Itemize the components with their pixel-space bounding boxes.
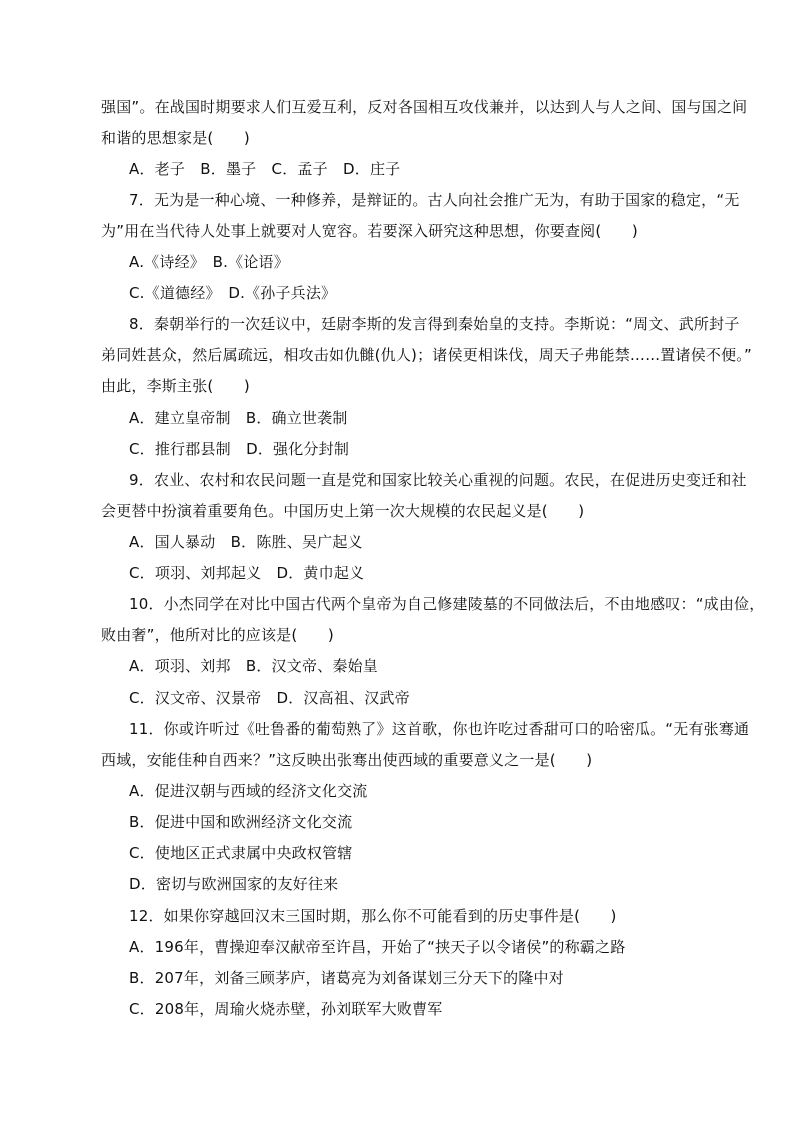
- option-line: A.《诗经》 B.《论语》: [129, 253, 289, 271]
- text-line: 由此，李斯主张( ): [101, 377, 250, 395]
- text-line: 败由奢”，他所对比的应该是( ): [101, 626, 334, 644]
- option-line: C．汉文帝、汉景帝 D．汉高祖、汉武帝: [129, 689, 410, 707]
- text-line: 强国”。在战国时期要求人们互爱互利，反对各国相互攻伐兼并，以达到人与人之间、国与国之间: [101, 98, 748, 116]
- text-line: 会更替中扮演着重要角色。中国历史上第一次大规模的农民起义是( ): [101, 502, 585, 520]
- option-line: A．196年，曹操迎奉汉献帝至许昌，开始了“挟天子以令诸侯”的称霸之路: [129, 938, 626, 956]
- question-7-line: 7．无为是一种心境、一种修养，是辩证的。古人向社会推广无为，有助于国家的稳定，“无: [129, 191, 740, 209]
- option-line: A．促进汉朝与西域的经济文化交流: [129, 782, 368, 800]
- text-line: 为”用在当代待人处事上就要对人宽容。若要深入研究这种思想，你要查阅( ): [101, 222, 638, 240]
- text-line: 和谐的思想家是( ): [101, 129, 250, 147]
- option-line: B．207年，刘备三顾茅庐，诸葛亮为刘备谋划三分天下的隆中对: [129, 969, 564, 987]
- option-line: B．促进中国和欧洲经济文化交流: [129, 813, 353, 831]
- option-line: A．建立皇帝制 B．确立世袭制: [129, 409, 348, 427]
- option-line: A．老子 B．墨子 C．孟子 D．庄子: [129, 160, 401, 178]
- option-line: C.《道德经》 D.《孙子兵法》: [129, 284, 337, 302]
- text-line: 西域，安能佳种自西来？”这反映出张骞出使西域的重要意义之一是( ): [101, 751, 593, 769]
- text-line: 弟同姓甚众，然后属疏远，相攻击如仇雠(仇人)；诸侯更相诛伐，周天子弗能禁……置诸侯不便。”: [101, 346, 752, 364]
- option-line: A．项羽、刘邦 B．汉文帝、秦始皇: [129, 657, 378, 675]
- option-line: D．密切与欧洲国家的友好往来: [129, 875, 339, 893]
- question-9-line: 9．农业、农村和农民问题一直是党和国家比较关心重视的问题。农民，在促进历史变迁和社: [129, 471, 747, 489]
- question-12-line: 12．如果你穿越回汉末三国时期，那么你不可能看到的历史事件是( ): [129, 907, 617, 925]
- option-line: C．208年，周瑜火烧赤壁，孙刘联军大败曹军: [129, 1000, 443, 1018]
- option-line: A．国人暴动 B．陈胜、吴广起义: [129, 533, 363, 551]
- question-11-line: 11．你或许听过《吐鲁番的葡萄熟了》这首歌，你也许吃过香甜可口的哈密瓜。“无有张骞通: [129, 720, 750, 738]
- option-line: C．使地区正式隶属中央政权管辖: [129, 844, 353, 862]
- question-10-line: 10．小杰同学在对比中国古代两个皇帝为自己修建陵墓的不同做法后，不由地感叹：“成由俭，: [129, 595, 765, 613]
- option-line: C．推行郡县制 D．强化分封制: [129, 440, 350, 458]
- option-line: C．项羽、刘邦起义 D．黄巾起义: [129, 564, 365, 582]
- question-8-line: 8．秦朝举行的一次廷议中，廷尉李斯的发言得到秦始皇的支持。李斯说：“周文、武所封子: [129, 315, 740, 333]
